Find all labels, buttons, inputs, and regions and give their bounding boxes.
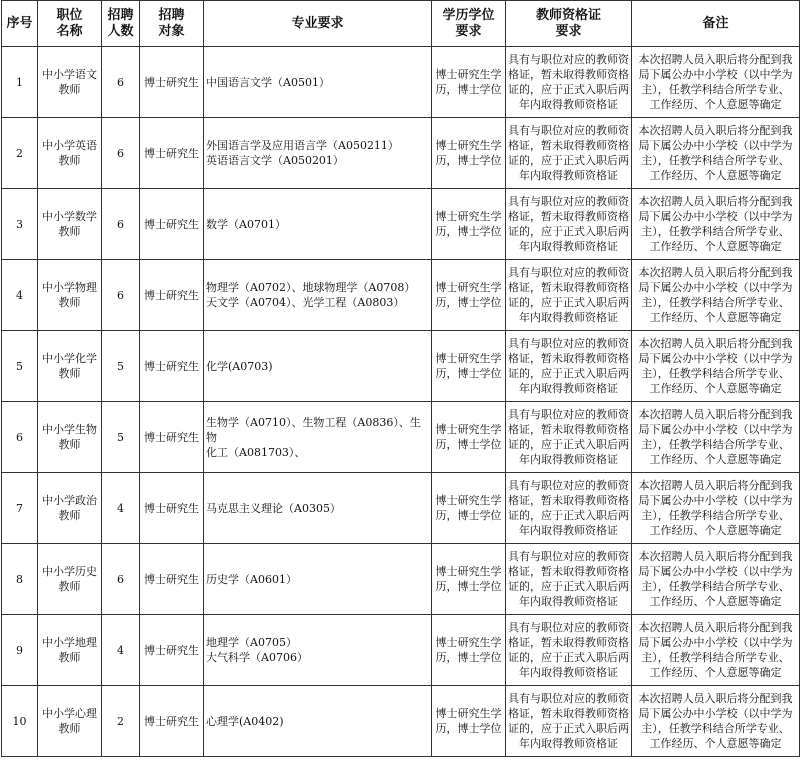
cell-note: 本次招聘人员入职后将分配到我 局下属公办中小学校（以中学为 主），任教学科结合所学专业、 工作经历、个人意愿等确定 <box>632 686 800 757</box>
cell-cert: 具有与职位对应的教师资 格证，暂未取得教师资格 证的，应于正式入职后两 年内取得教师资格证 <box>506 47 632 118</box>
cell-cert: 具有与职位对应的教师资 格证，暂未取得教师资格 证的，应于正式入职后两 年内取得教师资格证 <box>506 473 632 544</box>
cell-count: 6 <box>102 544 140 615</box>
cell-seq: 7 <box>2 473 38 544</box>
cell-count: 4 <box>102 615 140 686</box>
cell-degree: 博士研究生学 历，博士学位 <box>432 473 506 544</box>
cell-seq: 6 <box>2 402 38 473</box>
cell-major: 马克思主义理论（A0305） <box>204 473 432 544</box>
table-row <box>2 118 800 189</box>
cell-target: 博士研究生 <box>140 544 204 615</box>
cell-position: 中小学语文 教师 <box>38 47 102 118</box>
cell-target: 博士研究生 <box>140 118 204 189</box>
cell-target: 博士研究生 <box>140 189 204 260</box>
cell-position: 中小学生物 教师 <box>38 402 102 473</box>
cell-note: 本次招聘人员入职后将分配到我 局下属公办中小学校（以中学为 主），任教学科结合所学专业、 工作经历、个人意愿等确定 <box>632 473 800 544</box>
cell-target: 博士研究生 <box>140 47 204 118</box>
cell-major: 物理学（A0702）、地球物理学（A0708） 天文学（A0704）、光学工程（A0803） <box>204 260 432 331</box>
cell-major: 外国语言学及应用语言学（A050211） 英语语言文学（A050201） <box>204 118 432 189</box>
cell-degree: 博士研究生学 历，博士学位 <box>432 189 506 260</box>
cell-count: 5 <box>102 402 140 473</box>
header-position: 职位 名称 <box>38 1 102 47</box>
recruitment-table <box>1 0 800 757</box>
table-row <box>2 686 800 757</box>
cell-cert: 具有与职位对应的教师资 格证，暂未取得教师资格 证的，应于正式入职后两 年内取得教师资格证 <box>506 615 632 686</box>
cell-major: 历史学（A0601） <box>204 544 432 615</box>
cell-count: 6 <box>102 47 140 118</box>
table-row <box>2 473 800 544</box>
cell-position: 中小学英语 教师 <box>38 118 102 189</box>
cell-note: 本次招聘人员入职后将分配到我 局下属公办中小学校（以中学为 主），任教学科结合所学专业、 工作经历、个人意愿等确定 <box>632 544 800 615</box>
table-row <box>2 260 800 331</box>
cell-seq: 2 <box>2 118 38 189</box>
cell-degree: 博士研究生学 历，博士学位 <box>432 544 506 615</box>
cell-major: 中国语言文学（A0501） <box>204 47 432 118</box>
cell-target: 博士研究生 <box>140 260 204 331</box>
cell-degree: 博士研究生学 历，博士学位 <box>432 686 506 757</box>
header-count: 招聘 人数 <box>102 1 140 47</box>
cell-note: 本次招聘人员入职后将分配到我 局下属公办中小学校（以中学为 主），任教学科结合所学专业、 工作经历、个人意愿等确定 <box>632 260 800 331</box>
cell-cert: 具有与职位对应的教师资 格证，暂未取得教师资格 证的，应于正式入职后两 年内取得教师资格证 <box>506 402 632 473</box>
cell-seq: 10 <box>2 686 38 757</box>
cell-count: 4 <box>102 473 140 544</box>
cell-target: 博士研究生 <box>140 331 204 402</box>
cell-target: 博士研究生 <box>140 473 204 544</box>
cell-seq: 1 <box>2 47 38 118</box>
cell-count: 6 <box>102 118 140 189</box>
header-seq: 序号 <box>2 1 38 47</box>
table-row <box>2 331 800 402</box>
cell-degree: 博士研究生学 历，博士学位 <box>432 118 506 189</box>
cell-target: 博士研究生 <box>140 402 204 473</box>
cell-seq: 5 <box>2 331 38 402</box>
cell-seq: 8 <box>2 544 38 615</box>
cell-note: 本次招聘人员入职后将分配到我 局下属公办中小学校（以中学为 主），任教学科结合所学专业、 工作经历、个人意愿等确定 <box>632 47 800 118</box>
table-row <box>2 402 800 473</box>
cell-degree: 博士研究生学 历，博士学位 <box>432 615 506 686</box>
header-target: 招聘 对象 <box>140 1 204 47</box>
cell-cert: 具有与职位对应的教师资 格证，暂未取得教师资格 证的，应于正式入职后两 年内取得教师资格证 <box>506 544 632 615</box>
cell-seq: 3 <box>2 189 38 260</box>
cell-seq: 4 <box>2 260 38 331</box>
cell-cert: 具有与职位对应的教师资 格证，暂未取得教师资格 证的，应于正式入职后两 年内取得教师资格证 <box>506 189 632 260</box>
cell-note: 本次招聘人员入职后将分配到我 局下属公办中小学校（以中学为 主），任教学科结合所学专业、 工作经历、个人意愿等确定 <box>632 331 800 402</box>
cell-note: 本次招聘人员入职后将分配到我 局下属公办中小学校（以中学为 主），任教学科结合所学专业、 工作经历、个人意愿等确定 <box>632 118 800 189</box>
table-row <box>2 544 800 615</box>
cell-major: 地理学（A0705） 大气科学（A0706） <box>204 615 432 686</box>
cell-position: 中小学地理 教师 <box>38 615 102 686</box>
header-major: 专业要求 <box>204 1 432 47</box>
cell-degree: 博士研究生学 历，博士学位 <box>432 260 506 331</box>
cell-target: 博士研究生 <box>140 615 204 686</box>
header-note: 备注 <box>632 1 800 47</box>
cell-degree: 博士研究生学 历，博士学位 <box>432 47 506 118</box>
cell-major: 数学（A0701） <box>204 189 432 260</box>
cell-degree: 博士研究生学 历，博士学位 <box>432 402 506 473</box>
cell-major: 生物学（A0710）、生物工程（A0836）、生物 化工（A081703）、 <box>204 402 432 473</box>
table-row <box>2 47 800 118</box>
table-row <box>2 615 800 686</box>
cell-note: 本次招聘人员入职后将分配到我 局下属公办中小学校（以中学为 主），任教学科结合所学专业、 工作经历、个人意愿等确定 <box>632 402 800 473</box>
cell-major: 化学(A0703) <box>204 331 432 402</box>
cell-position: 中小学数学 教师 <box>38 189 102 260</box>
cell-target: 博士研究生 <box>140 686 204 757</box>
cell-count: 6 <box>102 189 140 260</box>
cell-count: 2 <box>102 686 140 757</box>
cell-major: 心理学(A0402) <box>204 686 432 757</box>
cell-cert: 具有与职位对应的教师资 格证，暂未取得教师资格 证的，应于正式入职后两 年内取得教师资格证 <box>506 118 632 189</box>
cell-cert: 具有与职位对应的教师资 格证，暂未取得教师资格 证的，应于正式入职后两 年内取得教师资格证 <box>506 260 632 331</box>
cell-position: 中小学心理 教师 <box>38 686 102 757</box>
cell-position: 中小学化学 教师 <box>38 331 102 402</box>
cell-position: 中小学历史 教师 <box>38 544 102 615</box>
cell-count: 5 <box>102 331 140 402</box>
table-row <box>2 189 800 260</box>
table-body <box>2 47 800 757</box>
cell-note: 本次招聘人员入职后将分配到我 局下属公办中小学校（以中学为 主），任教学科结合所学专业、 工作经历、个人意愿等确定 <box>632 189 800 260</box>
cell-count: 6 <box>102 260 140 331</box>
header-row <box>2 1 800 47</box>
cell-degree: 博士研究生学 历，博士学位 <box>432 331 506 402</box>
cell-position: 中小学政治 教师 <box>38 473 102 544</box>
cell-seq: 9 <box>2 615 38 686</box>
cell-cert: 具有与职位对应的教师资 格证，暂未取得教师资格 证的，应于正式入职后两 年内取得教师资格证 <box>506 331 632 402</box>
cell-position: 中小学物理 教师 <box>38 260 102 331</box>
header-degree: 学历学位 要求 <box>432 1 506 47</box>
header-cert: 教师资格证 要求 <box>506 1 632 47</box>
cell-note: 本次招聘人员入职后将分配到我 局下属公办中小学校（以中学为 主），任教学科结合所学专业、 工作经历、个人意愿等确定 <box>632 615 800 686</box>
cell-cert: 具有与职位对应的教师资 格证，暂未取得教师资格 证的，应于正式入职后两 年内取得教师资格证 <box>506 686 632 757</box>
